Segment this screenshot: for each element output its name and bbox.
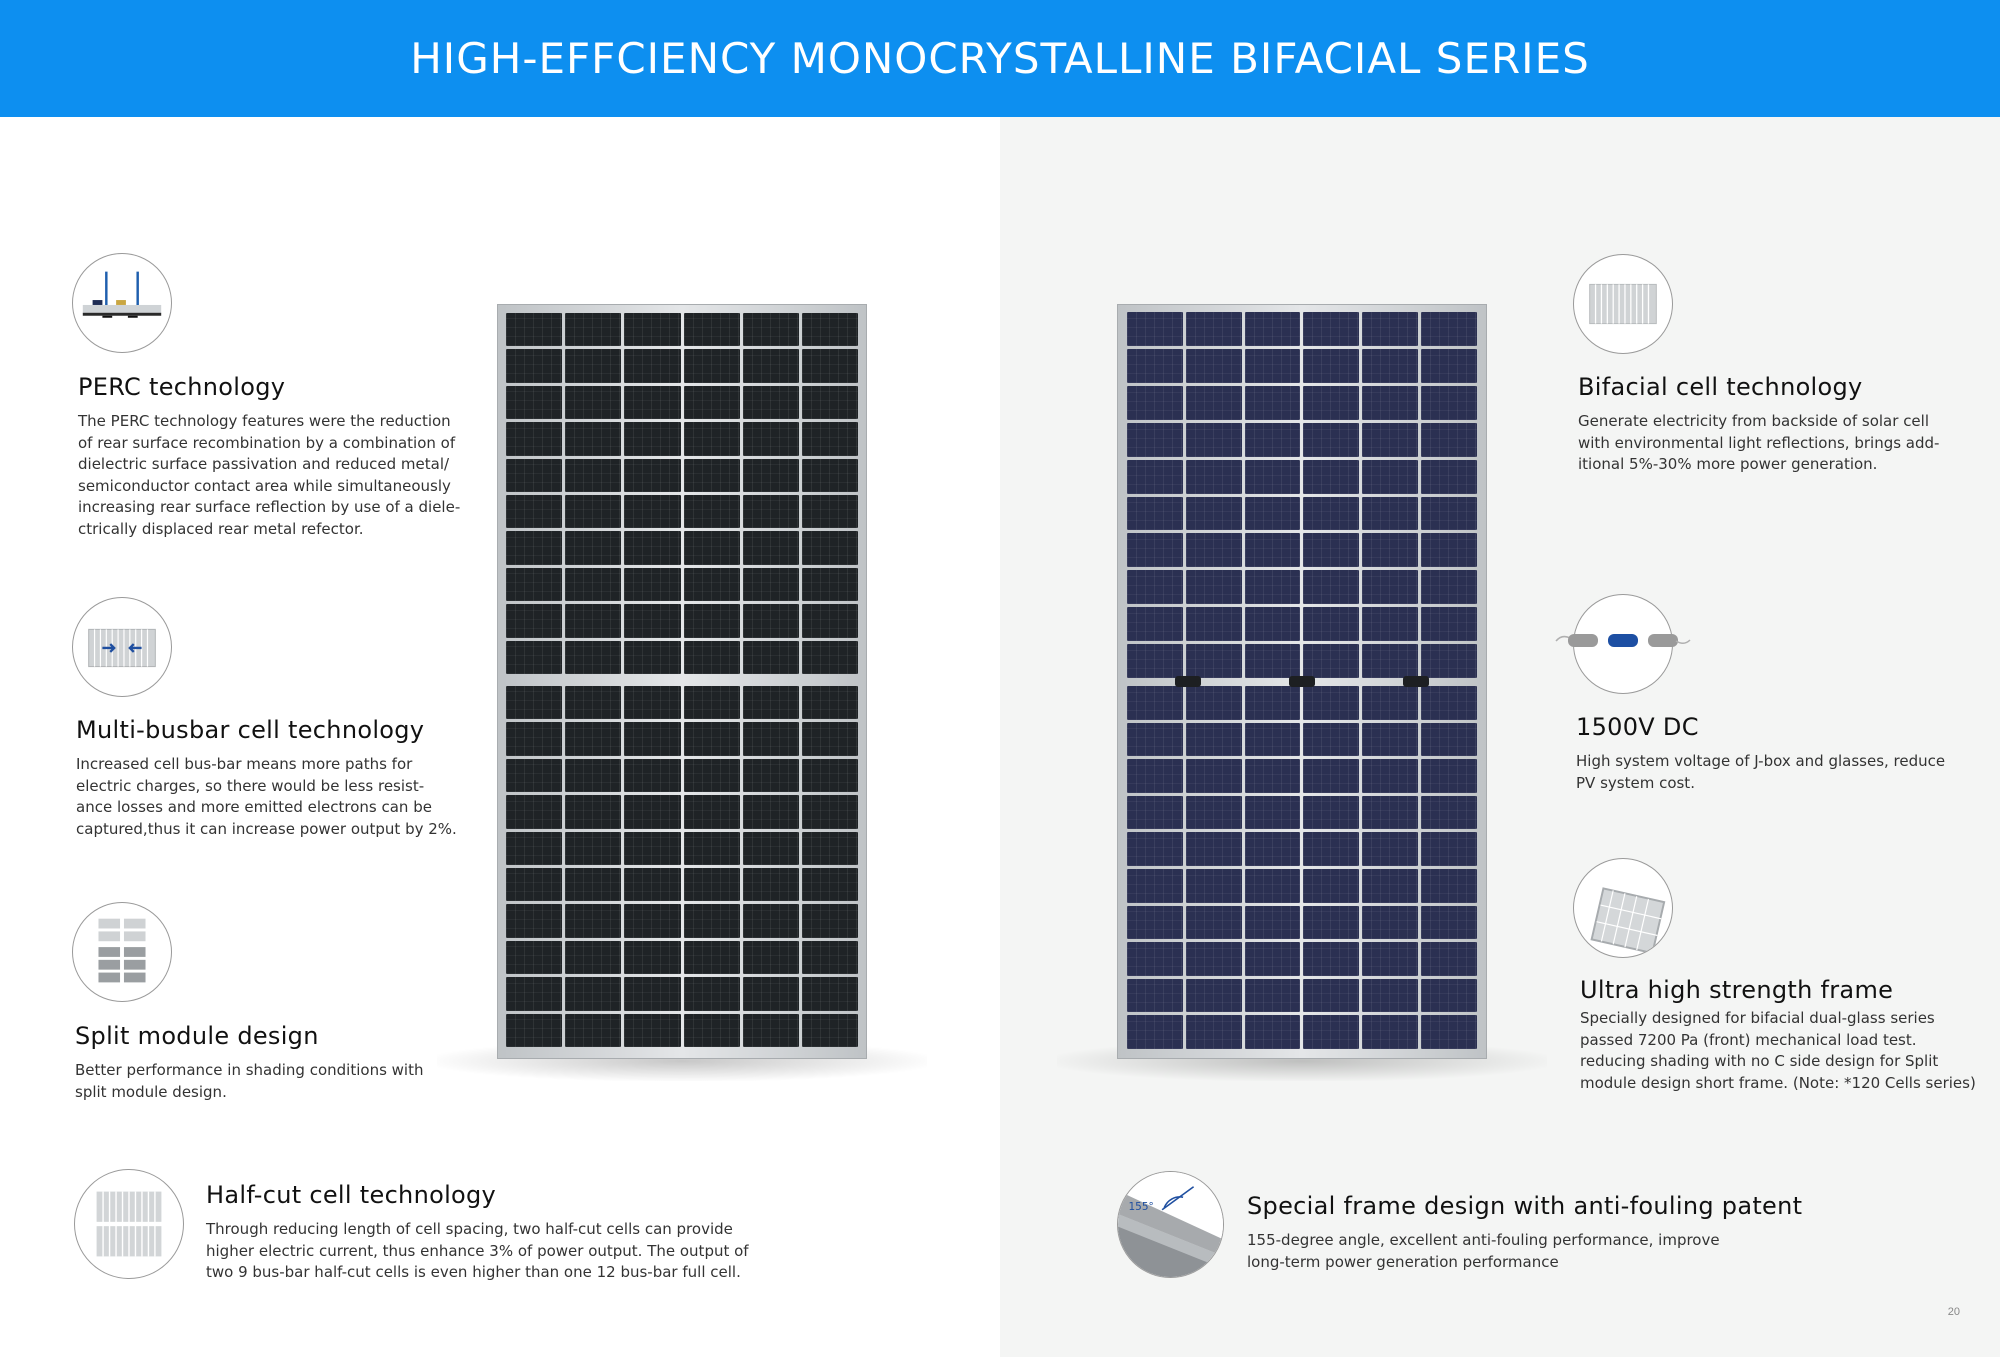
solar-cell <box>1421 497 1477 531</box>
connector-cable-icon <box>1552 626 1694 656</box>
solar-cell <box>1245 1015 1301 1049</box>
solar-cell <box>684 904 740 937</box>
solar-cell <box>506 604 562 637</box>
solar-cell <box>1127 497 1183 531</box>
solar-cell <box>506 868 562 901</box>
solar-cell <box>1421 942 1477 976</box>
solar-cell <box>1303 796 1359 830</box>
solar-cell <box>684 568 740 601</box>
solar-cell <box>624 977 680 1010</box>
solar-cell <box>1362 1015 1418 1049</box>
solar-cell <box>684 349 740 382</box>
solar-cell <box>1303 423 1359 457</box>
solar-cell <box>565 1014 621 1047</box>
solar-cell <box>506 459 562 492</box>
solar-cell <box>1245 832 1301 866</box>
solar-cell <box>1362 533 1418 567</box>
split-module-icon <box>72 902 172 1002</box>
solar-cell <box>1421 423 1477 457</box>
solar-cell <box>1186 312 1242 346</box>
solar-cell <box>1186 423 1242 457</box>
solar-cell <box>565 832 621 865</box>
solar-cell <box>565 459 621 492</box>
solar-cell <box>743 977 799 1010</box>
solar-cell <box>802 904 858 937</box>
solar-cell <box>743 686 799 719</box>
solar-cell <box>1127 644 1183 678</box>
solar-cell <box>1127 423 1183 457</box>
solar-cell <box>1303 759 1359 793</box>
feature-title: Ultra high strength frame <box>1580 976 1894 1004</box>
solar-cell <box>802 531 858 564</box>
solar-cell <box>506 722 562 755</box>
solar-cell <box>1245 686 1301 720</box>
panel-cells-top-half <box>506 313 858 674</box>
junction-box-icon <box>1403 676 1429 687</box>
solar-cell <box>624 941 680 974</box>
solar-cell <box>684 722 740 755</box>
feature-bifacial <box>1578 373 1978 476</box>
solar-cell <box>506 832 562 865</box>
solar-cell <box>506 641 562 674</box>
solar-cell <box>743 795 799 828</box>
solar-cell <box>1421 1015 1477 1049</box>
solar-cell <box>624 459 680 492</box>
feature-text: The PERC technology features were the reduction of rear surface recombination by a combination of dielectric surface passivation and reduced metal/ semiconductor contact area while simultaneously increasing rear surface reflection by use of a diele- ctrically displaced rear metal refector. <box>78 412 461 538</box>
back-solar-panel-image <box>1117 304 1487 1059</box>
solar-cell <box>624 686 680 719</box>
solar-cell <box>565 495 621 528</box>
panel-cells-top-half <box>1127 312 1477 678</box>
solar-cell <box>506 759 562 792</box>
solar-cell <box>684 531 740 564</box>
solar-cell <box>1421 686 1477 720</box>
solar-cell <box>802 349 858 382</box>
solar-cell <box>506 422 562 455</box>
feature-title: Multi-busbar cell technology <box>76 716 425 744</box>
solar-cell <box>565 568 621 601</box>
solar-cell <box>1362 979 1418 1013</box>
solar-cell <box>1127 460 1183 494</box>
feature-text: Generate electricity from backside of solar cell with environmental light reflections, brings add- itional 5%-30% more power generation. <box>1578 412 1940 474</box>
feature-title: Bifacial cell technology <box>1578 373 1863 401</box>
solar-cell <box>1127 832 1183 866</box>
solar-cell <box>802 832 858 865</box>
solar-cell <box>802 459 858 492</box>
solar-cell <box>1245 460 1301 494</box>
solar-cell <box>565 686 621 719</box>
solar-cell <box>1127 386 1183 420</box>
solar-cell <box>802 1014 858 1047</box>
solar-cell <box>1421 349 1477 383</box>
solar-cell <box>1303 460 1359 494</box>
feature-text: Better performance in shading conditions with split module design. <box>75 1061 424 1101</box>
solar-cell <box>1127 533 1183 567</box>
bifacial-cell-icon <box>1573 254 1673 354</box>
solar-cell <box>802 313 858 346</box>
solar-cell <box>1186 349 1242 383</box>
solar-cell <box>684 795 740 828</box>
solar-cell <box>1186 869 1242 903</box>
solar-cell <box>1362 796 1418 830</box>
solar-cell <box>565 941 621 974</box>
frame-corner-icon <box>1573 858 1673 958</box>
solar-cell <box>1127 349 1183 383</box>
solar-cell <box>565 604 621 637</box>
solar-cell <box>743 531 799 564</box>
solar-cell <box>1421 386 1477 420</box>
junction-box-icon <box>1289 676 1315 687</box>
solar-cell <box>1245 796 1301 830</box>
solar-cell <box>1186 832 1242 866</box>
solar-cell <box>802 604 858 637</box>
solar-cell <box>684 495 740 528</box>
solar-cell <box>1127 723 1183 757</box>
solar-cell <box>1186 1015 1242 1049</box>
solar-cell <box>743 759 799 792</box>
solar-cell <box>743 459 799 492</box>
solar-cell <box>743 941 799 974</box>
solar-cell <box>1362 906 1418 940</box>
solar-cell <box>1245 644 1301 678</box>
feature-title: Special frame design with anti-fouling patent <box>1247 1192 1803 1220</box>
solar-cell <box>1421 796 1477 830</box>
solar-cell <box>1245 979 1301 1013</box>
solar-cell <box>1362 386 1418 420</box>
solar-cell <box>1186 497 1242 531</box>
solar-cell <box>1303 1015 1359 1049</box>
solar-cell <box>1421 723 1477 757</box>
solar-cell <box>743 604 799 637</box>
solar-cell <box>1303 832 1359 866</box>
solar-cell <box>1245 759 1301 793</box>
solar-cell <box>1245 942 1301 976</box>
feature-text: Increased cell bus-bar means more paths for electric charges, so there would be less resist- ance losses and more emitted electrons can be captured,thus it can increase power output by 2%. <box>76 755 457 838</box>
solar-cell <box>684 386 740 419</box>
solar-cell <box>624 722 680 755</box>
page-title: HIGH-EFFCIENCY MONOCRYSTALLINE BIFACIAL SERIES <box>410 34 1590 83</box>
feature-text: 155-degree angle, excellent anti-fouling performance, improve long-term power generation performance <box>1247 1231 1720 1271</box>
solar-cell <box>684 977 740 1010</box>
solar-cell <box>624 759 680 792</box>
solar-cell <box>506 904 562 937</box>
solar-cell <box>1362 607 1418 641</box>
solar-cell <box>1362 686 1418 720</box>
solar-cell <box>1362 312 1418 346</box>
feature-title: 1500V DC <box>1576 713 1699 741</box>
solar-cell <box>506 531 562 564</box>
solar-cell <box>743 568 799 601</box>
solar-cell <box>684 422 740 455</box>
solar-cell <box>506 795 562 828</box>
solar-cell <box>684 941 740 974</box>
solar-cell <box>743 422 799 455</box>
solar-cell <box>1127 759 1183 793</box>
solar-cell <box>1362 349 1418 383</box>
solar-cell <box>1303 869 1359 903</box>
solar-cell <box>802 422 858 455</box>
panel-cells-bottom-half <box>506 686 858 1047</box>
panel-cells-bottom-half <box>1127 686 1477 1049</box>
solar-cell <box>1127 979 1183 1013</box>
feature-half-cut <box>206 1181 766 1284</box>
front-solar-panel-image <box>497 304 867 1059</box>
solar-cell <box>743 641 799 674</box>
solar-cell <box>565 531 621 564</box>
solar-cell <box>1421 644 1477 678</box>
solar-cell <box>1186 607 1242 641</box>
solar-cell <box>684 759 740 792</box>
solar-cell <box>1186 533 1242 567</box>
feature-text: High system voltage of J-box and glasses, reduce PV system cost. <box>1576 752 1946 792</box>
feature-1500v-dc <box>1576 713 1976 794</box>
solar-cell <box>684 459 740 492</box>
solar-cell <box>1127 1015 1183 1049</box>
solar-cell <box>565 313 621 346</box>
solar-cell <box>1245 312 1301 346</box>
solar-cell <box>565 795 621 828</box>
solar-cell <box>1186 759 1242 793</box>
feature-frame-strength <box>1580 976 1990 1094</box>
solar-cell <box>1245 386 1301 420</box>
solar-cell <box>624 832 680 865</box>
solar-cell <box>1186 723 1242 757</box>
feature-text: Through reducing length of cell spacing, two half-cut cells can provide higher electric current, thus enhance 3% of power output. The output of two 9 bus-bar half-cut cells is even higher than one 12 bus-bar full cell. <box>206 1220 749 1282</box>
solar-cell <box>802 722 858 755</box>
solar-cell <box>1362 759 1418 793</box>
half-cut-cell-icon <box>74 1169 184 1279</box>
solar-cell <box>1303 533 1359 567</box>
solar-cell <box>743 832 799 865</box>
solar-cell <box>684 604 740 637</box>
solar-cell <box>802 386 858 419</box>
solar-cell <box>1245 906 1301 940</box>
solar-cell <box>506 686 562 719</box>
solar-cell <box>802 641 858 674</box>
solar-cell <box>1303 979 1359 1013</box>
solar-cell <box>1127 942 1183 976</box>
solar-cell <box>1245 533 1301 567</box>
page-number: 20 <box>1947 1306 1960 1318</box>
solar-cell <box>743 349 799 382</box>
solar-cell <box>1245 349 1301 383</box>
anti-fouling-frame-icon <box>1117 1171 1224 1278</box>
solar-cell <box>743 1014 799 1047</box>
solar-cell <box>802 759 858 792</box>
feature-text: Specially designed for bifacial dual-glass series passed 7200 Pa (front) mechanical load test. reducing shading with no C side design for Split module design short frame. (Note: *120 Cells series) <box>1580 1009 1976 1092</box>
perc-layer-icon <box>72 253 172 353</box>
solar-cell <box>1362 570 1418 604</box>
solar-cell <box>743 868 799 901</box>
solar-cell <box>1303 942 1359 976</box>
solar-cell <box>565 641 621 674</box>
feature-anti-fouling <box>1247 1192 1807 1273</box>
solar-cell <box>1303 497 1359 531</box>
solar-cell <box>1127 312 1183 346</box>
solar-cell <box>802 686 858 719</box>
solar-cell <box>1421 533 1477 567</box>
solar-cell <box>743 904 799 937</box>
solar-cell <box>1186 386 1242 420</box>
angle-label: 155° <box>1128 1200 1154 1213</box>
solar-cell <box>802 868 858 901</box>
solar-cell <box>506 349 562 382</box>
solar-cell <box>1127 796 1183 830</box>
solar-cell <box>684 313 740 346</box>
solar-cell <box>1421 607 1477 641</box>
feature-title: PERC technology <box>78 373 286 401</box>
solar-cell <box>624 904 680 937</box>
solar-cell <box>506 941 562 974</box>
solar-cell <box>624 1014 680 1047</box>
solar-cell <box>1421 570 1477 604</box>
solar-cell <box>1421 869 1477 903</box>
solar-cell <box>1303 312 1359 346</box>
solar-cell <box>1127 906 1183 940</box>
solar-cell <box>1186 686 1242 720</box>
solar-cell <box>1362 423 1418 457</box>
solar-cell <box>1186 906 1242 940</box>
solar-cell <box>624 386 680 419</box>
solar-cell <box>1245 607 1301 641</box>
solar-cell <box>1362 869 1418 903</box>
solar-cell <box>506 386 562 419</box>
solar-cell <box>1186 460 1242 494</box>
solar-cell <box>1421 832 1477 866</box>
solar-cell <box>506 1014 562 1047</box>
solar-cell <box>1245 570 1301 604</box>
solar-cell <box>684 1014 740 1047</box>
solar-cell <box>565 868 621 901</box>
solar-cell <box>624 868 680 901</box>
solar-cell <box>743 495 799 528</box>
page-header <box>0 0 2000 117</box>
solar-cell <box>1303 570 1359 604</box>
solar-cell <box>684 686 740 719</box>
solar-cell <box>1362 460 1418 494</box>
solar-cell <box>802 941 858 974</box>
solar-cell <box>565 904 621 937</box>
solar-cell <box>1362 832 1418 866</box>
solar-cell <box>802 795 858 828</box>
solar-cell <box>1303 349 1359 383</box>
solar-cell <box>624 422 680 455</box>
solar-cell <box>1186 570 1242 604</box>
solar-cell <box>565 386 621 419</box>
feature-title: Split module design <box>75 1022 319 1050</box>
solar-cell <box>684 641 740 674</box>
solar-cell <box>506 977 562 1010</box>
solar-cell <box>1421 979 1477 1013</box>
solar-cell <box>1186 942 1242 976</box>
solar-cell <box>1186 796 1242 830</box>
feature-split-module <box>75 1022 475 1103</box>
solar-cell <box>1303 386 1359 420</box>
solar-cell <box>1421 906 1477 940</box>
solar-cell <box>1127 869 1183 903</box>
solar-cell <box>1362 942 1418 976</box>
solar-cell <box>1362 644 1418 678</box>
solar-cell <box>1421 759 1477 793</box>
solar-cell <box>624 795 680 828</box>
solar-cell <box>624 604 680 637</box>
solar-cell <box>624 641 680 674</box>
solar-cell <box>1127 570 1183 604</box>
multi-busbar-cell-icon <box>72 597 172 697</box>
solar-cell <box>802 977 858 1010</box>
solar-cell <box>1245 723 1301 757</box>
solar-cell <box>506 313 562 346</box>
solar-cell <box>802 495 858 528</box>
solar-cell <box>565 759 621 792</box>
solar-cell <box>565 722 621 755</box>
junction-box-icon <box>1175 676 1201 687</box>
solar-cell <box>684 832 740 865</box>
solar-cell <box>1186 644 1242 678</box>
solar-cell <box>1362 497 1418 531</box>
solar-cell <box>1421 460 1477 494</box>
feature-perc <box>78 373 478 541</box>
solar-cell <box>802 568 858 601</box>
solar-cell <box>624 531 680 564</box>
solar-cell <box>743 386 799 419</box>
solar-cell <box>565 349 621 382</box>
solar-cell <box>565 422 621 455</box>
feature-title: Half-cut cell technology <box>206 1181 497 1209</box>
solar-cell <box>1245 423 1301 457</box>
solar-cell <box>624 568 680 601</box>
solar-cell <box>1303 723 1359 757</box>
solar-cell <box>1303 686 1359 720</box>
solar-cell <box>1303 607 1359 641</box>
solar-cell <box>1421 312 1477 346</box>
solar-cell <box>565 977 621 1010</box>
solar-cell <box>624 495 680 528</box>
feature-multi-busbar <box>76 716 476 840</box>
solar-cell <box>1245 497 1301 531</box>
solar-cell <box>1362 723 1418 757</box>
solar-cell <box>1127 607 1183 641</box>
solar-cell <box>684 868 740 901</box>
solar-cell <box>506 495 562 528</box>
solar-cell <box>624 349 680 382</box>
solar-cell <box>1127 686 1183 720</box>
solar-cell <box>1303 906 1359 940</box>
solar-cell <box>506 568 562 601</box>
solar-cell <box>1303 644 1359 678</box>
solar-cell <box>1186 979 1242 1013</box>
solar-cell <box>624 313 680 346</box>
solar-cell <box>743 722 799 755</box>
solar-cell <box>743 313 799 346</box>
solar-cell <box>1245 869 1301 903</box>
